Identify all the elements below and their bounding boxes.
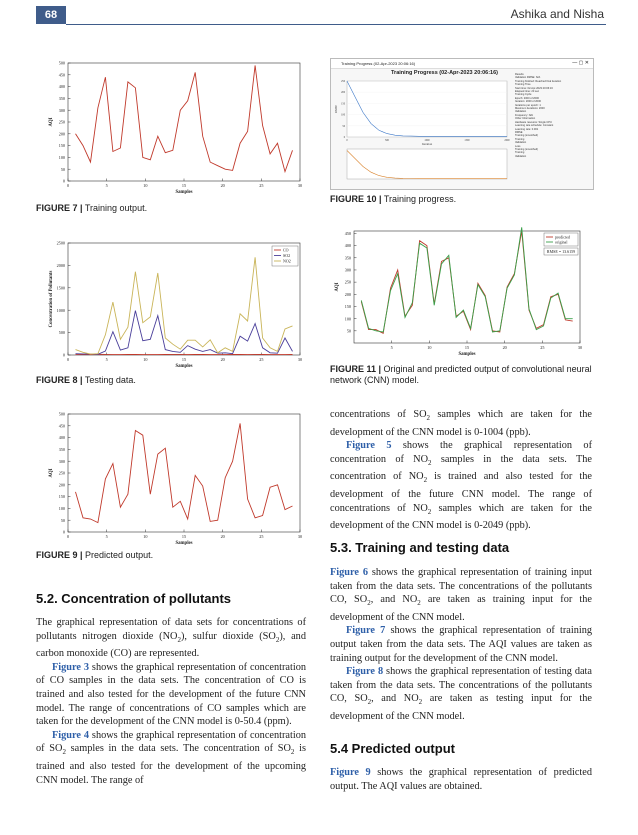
rmse-annotation: RMSE = 13.6159 [546, 249, 576, 254]
y-tick-label: 450 [58, 72, 65, 78]
text-run: are taken as training input for the development of the CNN model. [330, 594, 592, 623]
x-tick-label: 5 [105, 534, 108, 539]
x-tick-label: 25 [540, 345, 545, 350]
text-run: shows the graphical representation of training output taken from the data sets. The AQI values are taken as training output for the development of the CNN model. [330, 625, 593, 664]
info-line: Elapsed time: 23 sec [515, 90, 540, 94]
figure-11-chart [330, 226, 592, 360]
info-line: Training finished: Reached final iteration [515, 79, 562, 83]
info-line: Learning rate schedule: Constant [515, 124, 554, 128]
section-5-2-text [36, 616, 306, 787]
paragraph [330, 439, 592, 533]
text-run: The graphical representation of data sets for concentrations of pollutants nitrogen dioxide (NO [36, 617, 306, 642]
text-run: samples which are taken for the development of the CNN model is 0-2049 (ppb). [330, 502, 592, 532]
y-tick-label: 450 [344, 231, 351, 237]
text-run: samples in the data sets. The concentration of NO [330, 453, 592, 483]
y-tick-label: 0 [62, 178, 65, 184]
subscript: 2 [417, 599, 421, 608]
subscript: 2 [428, 458, 432, 467]
info-line: Hardware resource: Single CPU [515, 120, 552, 124]
figure-link[interactable]: Figure 3 [52, 661, 90, 673]
subscript: 2 [290, 748, 295, 757]
figure-link[interactable]: Figure 7 [346, 625, 386, 637]
info-line: Maximum iterations: 2000 [515, 107, 545, 111]
figure-10-window [330, 58, 594, 190]
y-tick-label: 350 [344, 255, 351, 261]
x-axis-label: Iteration [421, 142, 433, 146]
figure-7-chart [36, 58, 311, 200]
info-line: Frequency: N/A [515, 113, 534, 117]
training-info-panel [515, 73, 589, 185]
y-tick-label: 350 [58, 96, 65, 101]
training-rmse-plot [333, 77, 513, 187]
subscript: 2 [367, 599, 371, 608]
y-tick-label: 200 [58, 482, 65, 488]
text-run: samples which are taken for the development of the CNN model is 0-1004 (ppb). [330, 409, 592, 438]
text-run: concentrations of SO [330, 409, 427, 420]
y-tick-label: 50 [346, 328, 351, 334]
x-axis-label: Samples [458, 352, 476, 357]
subscript: 2 [62, 748, 66, 757]
text-run: shows the graphical representation of concentration of NO [330, 440, 593, 465]
x-axis-label: Samples [175, 541, 193, 546]
y-tick-label: 500 [58, 411, 65, 417]
subscript: 2 [275, 635, 280, 644]
figure-link[interactable]: Figure 6 [330, 567, 369, 578]
x-tick-label: 25 [259, 183, 264, 188]
section-5-3-text [330, 566, 592, 724]
x-tick-label: 0 [66, 534, 70, 539]
x-tick-label: 500 [385, 139, 389, 142]
x-tick-label: 30 [297, 534, 303, 539]
y-tick-label: 150 [58, 143, 65, 149]
y-tick-label: 150 [341, 102, 345, 106]
paragraph [330, 665, 592, 723]
y-tick-label: 1500 [56, 285, 65, 291]
section-5-2-heading: 5.2. Concentration of pollutants [36, 591, 232, 606]
text-run: ), and carbon monoxide (CO) are represented. [36, 630, 306, 660]
info-line: Training Cycle [515, 93, 532, 97]
legend-label: original [555, 239, 568, 245]
info-line: Epoch: 2000 of 2000 [515, 96, 539, 100]
y-tick-label: 1000 [56, 307, 65, 313]
text-run: ), sulfur dioxide (SO [180, 630, 276, 642]
text-run: is trained and also tested for the development of the upcoming CNN model. The range of [36, 743, 306, 786]
paragraph [330, 766, 592, 793]
plot-title: Training Progress (02-Apr-2023 20:06:16) [391, 70, 498, 76]
y-tick-label: 400 [58, 84, 65, 90]
figure-7-caption: FIGURE 7 | Training output. [36, 203, 148, 213]
y-tick-label: 200 [341, 91, 345, 95]
paragraph [36, 616, 306, 661]
x-tick-label: 25 [259, 534, 264, 539]
loss-plot-frame [347, 149, 507, 179]
info-line: RMSE [515, 130, 523, 134]
info-line: Iteration: 2000 of 2000 [515, 100, 541, 104]
y-axis-label: Concentration of Pollutants [49, 270, 54, 328]
y-tick-label: 150 [58, 494, 65, 500]
x-tick-label: 10 [143, 357, 148, 362]
text-run: shows the graphical representation of concentration of SO [36, 729, 306, 755]
figure-9-chart [36, 408, 311, 551]
x-tick-label: 30 [297, 183, 303, 188]
x-tick-label: 20 [220, 534, 225, 539]
y-tick-label: 400 [344, 243, 351, 249]
figure-link[interactable]: Figure 9 [330, 767, 371, 778]
paragraph [330, 408, 592, 439]
y-tick-label: 250 [341, 80, 345, 83]
subscript: 2 [426, 414, 431, 423]
right-column-text-top [330, 408, 592, 533]
info-line: Other Information [515, 117, 536, 121]
text-run: shows the graphical representation of predicted output. The AQI values are obtained. [330, 767, 592, 792]
y-tick-label: 100 [58, 155, 65, 160]
text-run: , and NO [371, 693, 419, 705]
y-tick-label: 0 [62, 352, 65, 358]
info-line: Training (smoothed) [515, 147, 539, 151]
y-tick-label: 100 [58, 506, 65, 511]
info-line: Validation [515, 141, 527, 145]
x-tick-label: 0 [66, 183, 70, 188]
y-tick-label: 300 [344, 267, 351, 273]
info-line: Training [515, 137, 525, 141]
x-tick-label: 25 [259, 357, 264, 362]
y-axis-label: AQI [49, 468, 54, 478]
y-tick-label: 100 [344, 316, 351, 322]
x-tick-label: 15 [181, 183, 187, 188]
subscript: 2 [418, 698, 423, 707]
x-tick-label: 1500 [464, 139, 470, 142]
y-axis-label: RMSE [334, 104, 338, 114]
section-5-3-heading: 5.3. Training and testing data [330, 540, 510, 555]
rmse-plot-frame [347, 81, 507, 137]
section-5-4-text [330, 766, 592, 793]
legend-label: NO2 [283, 258, 291, 264]
text-run: shows the graphical representation of concentration of CO samples in the data sets. The concentration of CO is trained and also tested for the development of the future CNN model. The range of concentrations of CO samples which are taken for the development of the CNN model is 0-50.4 (ppm). [36, 661, 306, 728]
figure-8-chart [36, 238, 311, 372]
y-tick-label: 0 [343, 136, 345, 139]
paragraph [36, 661, 306, 729]
info-line: Training Time [515, 83, 531, 87]
info-line: Validation RMSE: N/A [515, 76, 541, 80]
y-tick-label: 500 [58, 330, 65, 336]
text-run: is trained and also tested for the development of the future CNN model. The range of concentrations of NO [330, 471, 592, 514]
x-tick-label: 10 [143, 183, 148, 188]
text-run: shows the graphical representation of testing data taken from the data sets. The concentrations of the pollutants CO, SO [330, 666, 592, 705]
subscript: 2 [423, 476, 428, 485]
figure-8-caption: FIGURE 8 | Testing data. [36, 375, 136, 385]
text-run: , and NO [370, 594, 418, 606]
x-tick-label: 1000 [424, 139, 430, 142]
y-tick-label: 100 [341, 113, 345, 117]
figure-11-caption: FIGURE 11 | Original and predicted output of convolutional neural network (CNN) model. [330, 364, 592, 385]
y-tick-label: 0 [62, 529, 65, 535]
x-tick-label: 15 [181, 357, 187, 362]
x-axis-label: Samples [175, 364, 193, 369]
figure-link[interactable]: Figure 4 [52, 729, 90, 741]
info-line: Loss [515, 144, 521, 148]
page-header [0, 0, 638, 28]
y-tick-label: 250 [58, 470, 65, 476]
y-axis-label: AQI [335, 282, 340, 292]
legend-label: SO2 [283, 253, 291, 258]
x-tick-label: 15 [181, 534, 187, 539]
info-line: Learning rate: 0.001 [515, 127, 539, 131]
running-title: Ashika and Nisha [510, 7, 604, 21]
figure-link[interactable]: Figure 5 [346, 440, 392, 452]
figure-link[interactable]: Figure 8 [346, 666, 384, 678]
subscript: 2 [367, 698, 372, 707]
info-line: Start time: 02-Apr-2023 20:06:16 [515, 86, 553, 90]
window-titlebar [331, 59, 593, 69]
y-tick-label: 250 [58, 119, 65, 125]
legend-label: predicted [555, 234, 570, 240]
y-tick-label: 200 [58, 131, 65, 137]
y-tick-label: 300 [58, 458, 65, 464]
y-axis-label: AQI [49, 117, 54, 127]
x-tick-label: 10 [427, 345, 432, 350]
legend-label: CO [283, 247, 289, 253]
x-tick-label: 2000 [504, 139, 510, 142]
section-5-4-heading: 5.4 Predicted output [330, 741, 455, 756]
legend [272, 246, 298, 266]
subscript: 2 [427, 507, 432, 516]
y-tick-label: 350 [58, 447, 65, 452]
y-tick-label: 2000 [56, 263, 65, 268]
y-tick-label: 400 [58, 435, 65, 441]
window-title: Training Progress (02-Apr-2023 20:06:16) [341, 61, 416, 66]
plot-frame [68, 414, 300, 532]
x-axis-label: Samples [175, 190, 193, 195]
plot-frame [68, 63, 300, 181]
paragraph [330, 624, 592, 665]
plot-frame [68, 243, 300, 355]
legend [544, 233, 578, 246]
info-line: Validation [515, 154, 527, 158]
x-tick-label: 30 [297, 357, 303, 362]
x-tick-label: 20 [220, 183, 225, 188]
x-tick-label: 10 [143, 534, 148, 539]
y-tick-label: 300 [58, 107, 65, 113]
x-tick-label: 0 [346, 139, 348, 142]
figure-10-caption: FIGURE 10 | Training progress. [330, 194, 457, 204]
window-controls: — ▢ ✕ [572, 60, 589, 66]
paragraph [36, 729, 306, 787]
y-tick-label: 50 [60, 517, 65, 523]
text-run: shows the graphical representation of training input taken from the data sets. The concentrations of the pollutants CO, SO [330, 567, 593, 606]
info-line: Training (smoothed) [515, 134, 539, 138]
x-tick-label: 5 [390, 345, 393, 350]
y-tick-label: 250 [344, 279, 351, 285]
y-tick-label: 150 [344, 304, 351, 310]
page-number: 68 [36, 6, 66, 24]
text-run: are taken as testing input for the development of the CNN model. [330, 693, 592, 723]
y-tick-label: 50 [60, 166, 65, 172]
info-line: Validation [515, 110, 527, 114]
x-tick-label: 30 [577, 345, 583, 350]
info-line: Results [515, 73, 524, 76]
paragraph [330, 566, 592, 624]
x-tick-label: 15 [464, 345, 470, 350]
info-line: Iterations per epoch: 1 [515, 103, 541, 107]
y-tick-label: 200 [344, 291, 351, 297]
figure-9-caption: FIGURE 9 | Predicted output. [36, 550, 154, 560]
x-tick-label: 5 [105, 357, 108, 362]
y-tick-label: 450 [58, 423, 65, 429]
x-tick-label: 20 [502, 345, 507, 350]
text-run: samples in the data sets. The concentration of SO [65, 743, 291, 755]
header-rule [66, 24, 606, 25]
x-tick-label: 0 [66, 357, 70, 362]
x-tick-label: 5 [105, 183, 108, 188]
y-tick-label: 2500 [56, 240, 65, 246]
y-tick-label: 50 [342, 124, 345, 128]
info-line: Training [515, 151, 525, 155]
y-tick-label: 500 [58, 60, 65, 66]
x-tick-label: 20 [220, 357, 225, 362]
subscript: 2 [177, 635, 181, 644]
